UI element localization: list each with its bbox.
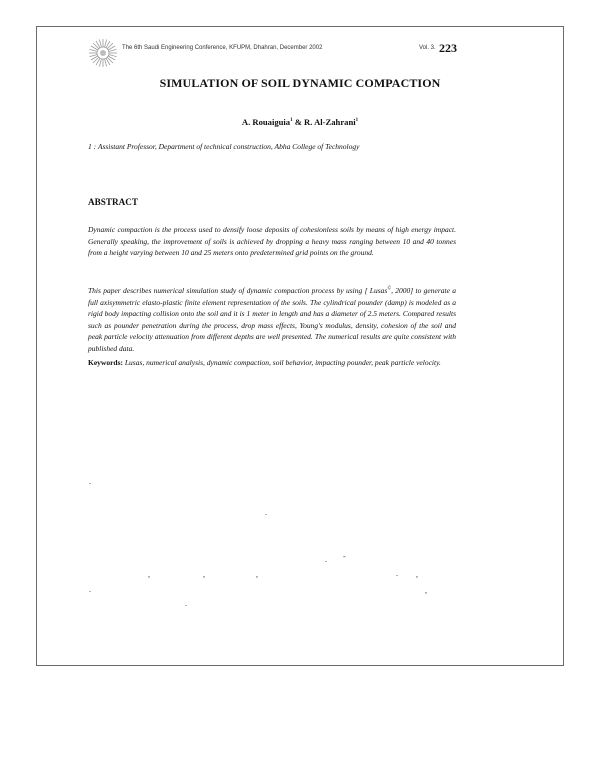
stray-period: . <box>396 569 398 578</box>
page-number: 223 <box>439 41 457 55</box>
author-2: & R. Al-Zahrani <box>292 117 356 127</box>
keywords-label: Keywords: <box>88 358 123 367</box>
stray-comma: , <box>416 570 418 579</box>
author-1: A. Rouaiguia <box>241 117 291 127</box>
stray-period: . <box>185 599 187 608</box>
copyright-mark: © <box>387 286 392 292</box>
abstract-paragraph-2-start: This paper describes numerical simulation study of dynamic compaction process by using [ Lusas <box>88 286 388 295</box>
volume-label: Vol. 3. <box>419 45 436 51</box>
stray-comma: , <box>148 570 150 579</box>
affiliation: 1 : Assistant Professor, Department of technical construction, Abha College of Technology <box>88 142 360 151</box>
stray-comma: , <box>256 570 258 579</box>
conference-header: The 6th Saudi Engineering Conference, KFUPM, Dhahran, December 2002 <box>122 45 323 51</box>
stray-tick: - <box>343 552 346 561</box>
stray-period: . <box>325 555 327 564</box>
stray-period: . <box>265 508 267 517</box>
abstract-paragraph-1: Dynamic compaction is the process used to densify loose deposits of cohesionless soils by means of high energy impact. Generally speaking, the improvement of soils is achieved by dropping a heavy mass ranging between 10 and 40 tonnes from a height varying between 10 and 25 meters onto predetermined grid points on the ground. <box>88 225 456 258</box>
stray-period: . <box>89 477 91 486</box>
author-2-affiliation-mark: 1 <box>355 118 359 124</box>
paper-title: SIMULATION OF SOIL DYNAMIC COMPACTION <box>159 76 441 90</box>
keywords-list: Lusas, numerical analysis, dynamic compaction, soil behavior, impacting pounder, peak particle velocity. <box>123 358 441 367</box>
author-1-affiliation-mark: 1 <box>290 118 293 124</box>
stray-comma: , <box>203 570 205 579</box>
stray-comma: , <box>425 586 427 595</box>
keywords <box>88 357 456 369</box>
stray-period: . <box>89 585 91 594</box>
abstract-paragraph-2-rest: , 2000] to generate a full axisymmetric elasto-plastic finite element representation of the soils. The cylindrical pounder (damp) is modeled as a rigid body impacting collision onto the soil and it is 1 meter in length and has a diameter of 2.5 meters. Compared results such as pounder penetration during the process, drop mass effects, Young's modulus, density, cohesion of the soil and peak particle velocity attenuation from different depths are well presented. The numerical results are quite consistent with published data. <box>88 286 456 353</box>
abstract-heading: ABSTRACT <box>88 197 139 207</box>
conference-logo-icon <box>88 38 118 68</box>
author-line <box>0 117 600 127</box>
abstract-paragraph-2 <box>88 285 456 355</box>
